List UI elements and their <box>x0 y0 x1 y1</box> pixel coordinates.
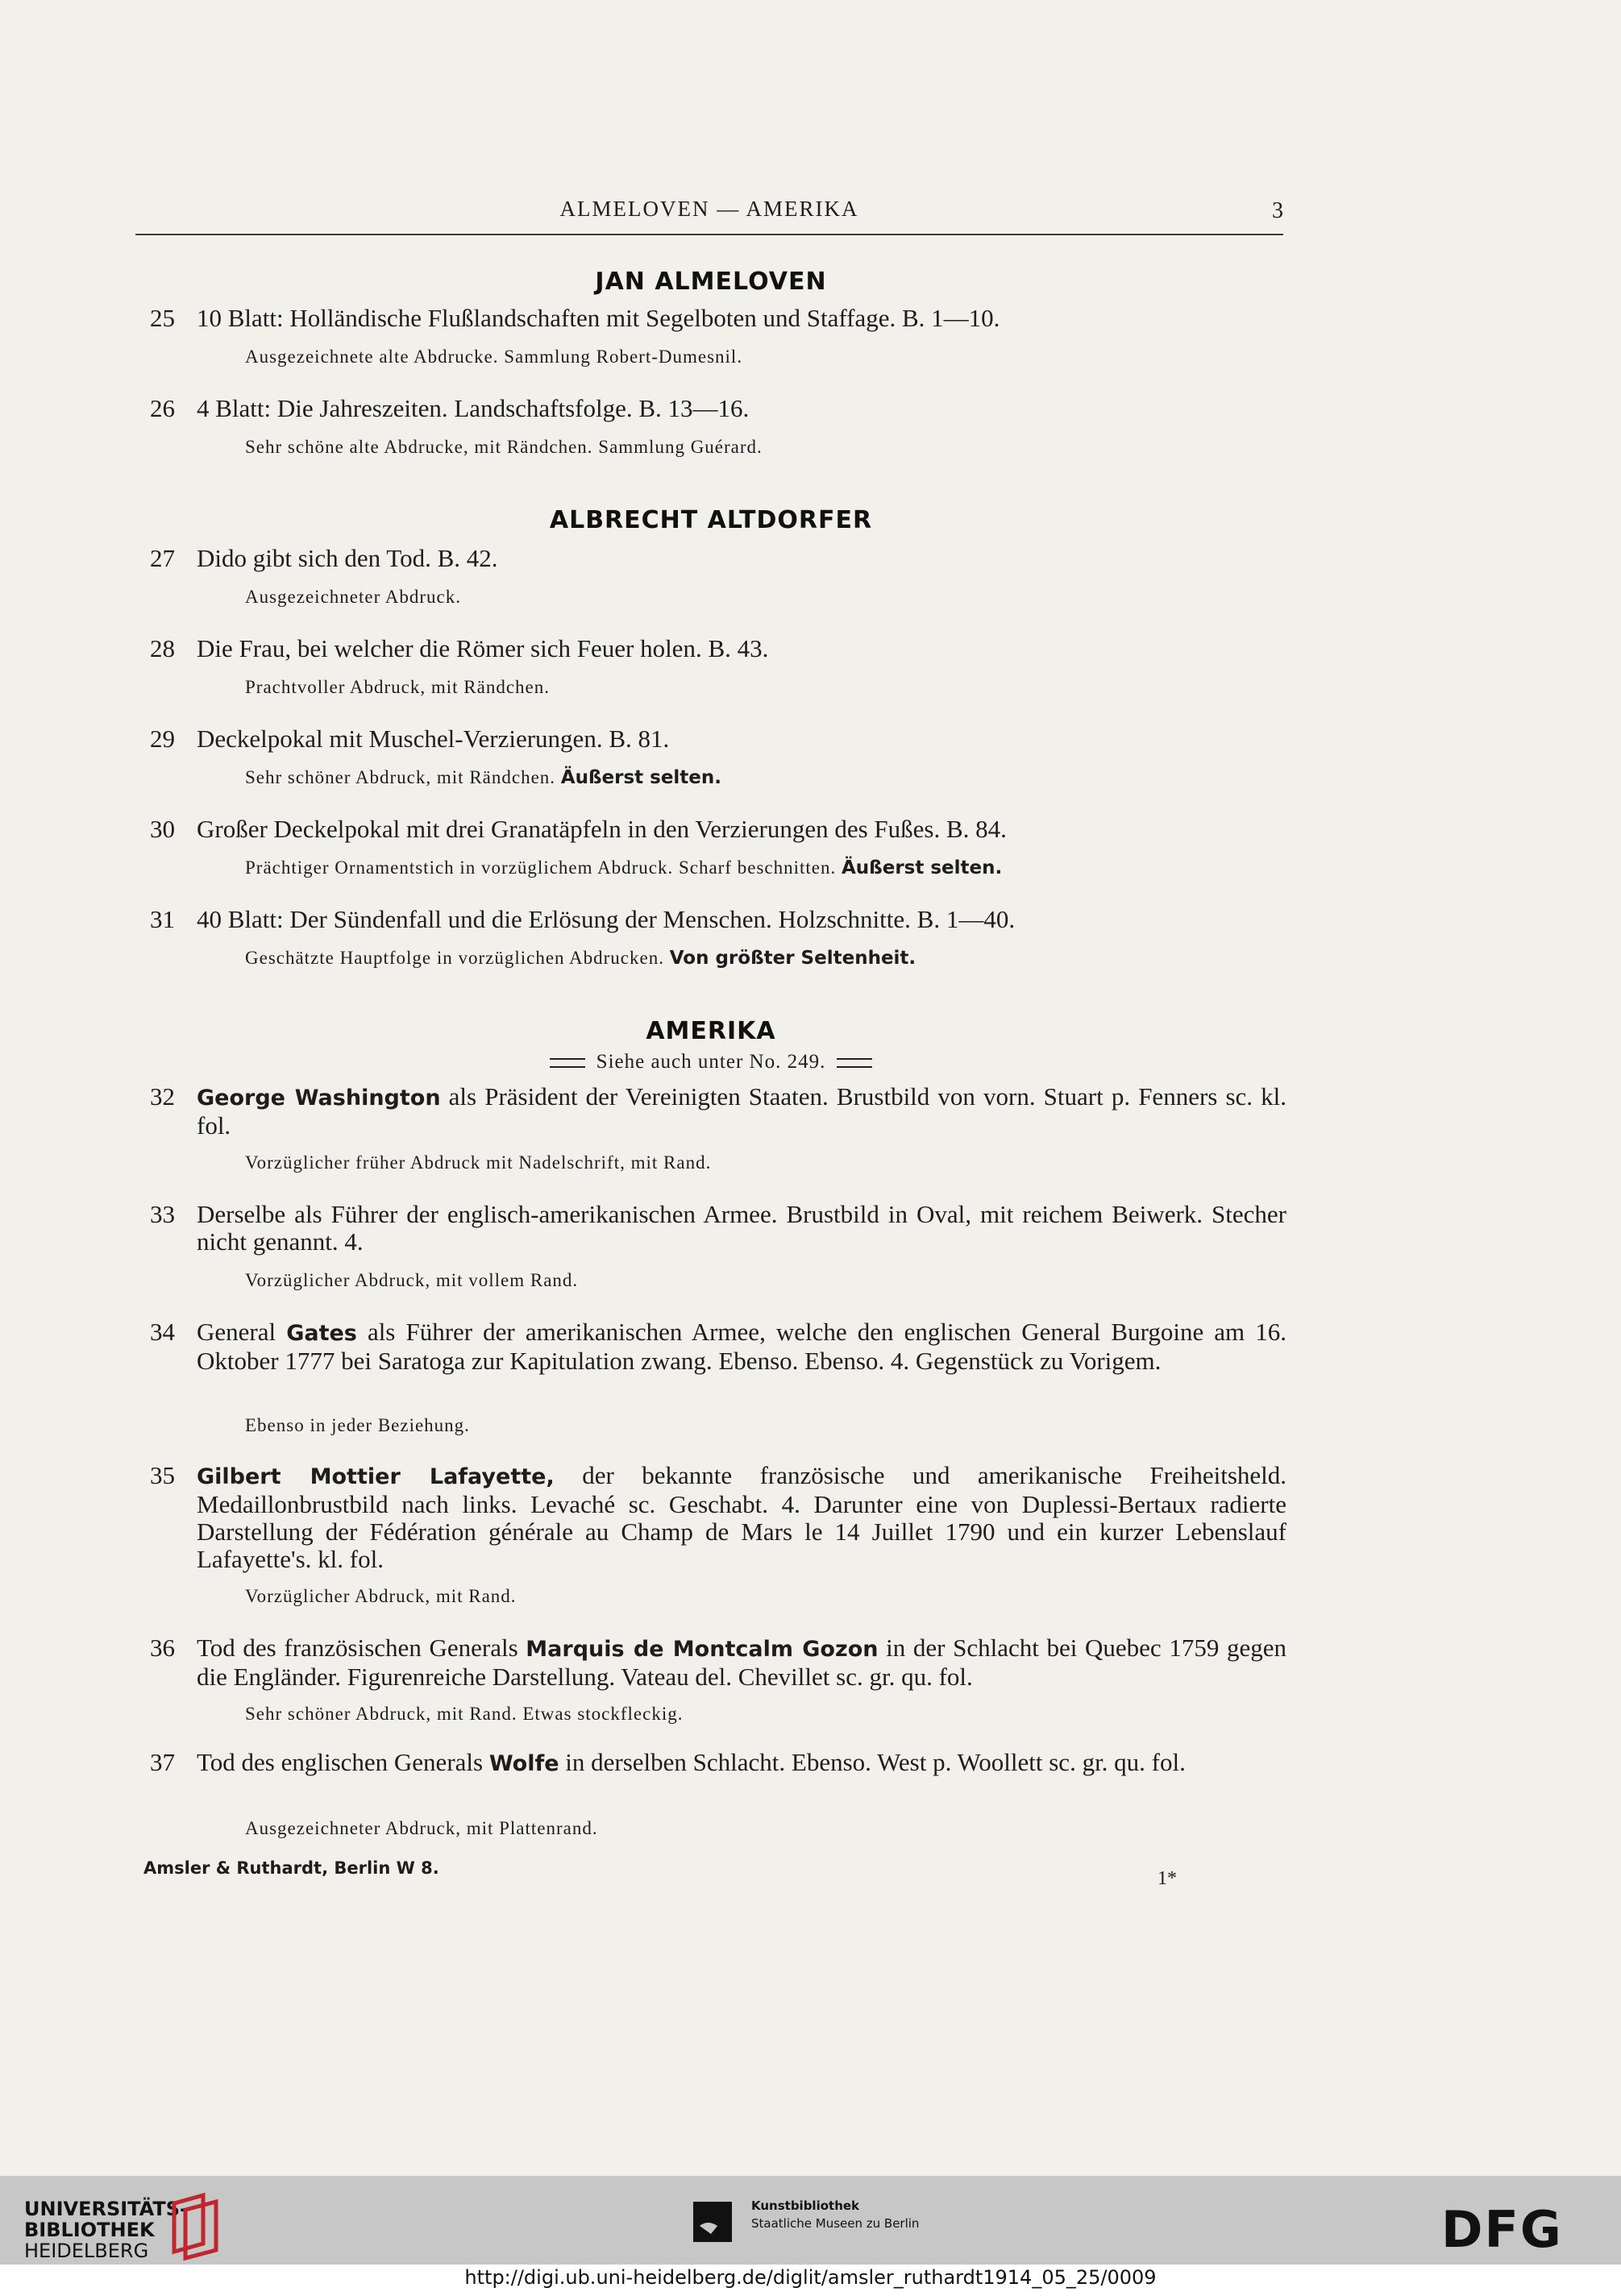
entry-text: Derselbe als Führer der englisch-amerikanischen Armee. Brustbild in Oval, mit reichem Beiwerk. Stecher nicht genannt. 4. <box>197 1200 1286 1256</box>
note-emphasis: Äußerst selten. <box>560 767 722 788</box>
entry-text: 4 Blatt: Die Jahreszeiten. Landschaftsfolge. B. 13—16. <box>197 394 750 422</box>
entry-note: Ausgezeichneter Abdruck. <box>245 587 461 607</box>
entry-name: Wolfe <box>488 1751 559 1776</box>
double-rule <box>837 1058 872 1068</box>
see-also-text: Siehe auch unter No. 249. <box>596 1051 826 1073</box>
entry-name: George Washington <box>197 1086 441 1111</box>
running-title: ALMELOVEN — AMERIKA <box>559 197 859 221</box>
kunstbibliothek-logo[interactable] <box>751 2197 919 2232</box>
entry-text: Dido gibt sich den Tod. B. 42. <box>197 544 498 572</box>
entry-text: Die Frau, bei welcher die Römer sich Feuer holen. B. 43. <box>197 634 769 662</box>
entry-number: 37 <box>150 1748 175 1776</box>
note-emphasis: Äußerst selten. <box>842 857 1003 878</box>
entry-number: 34 <box>150 1318 175 1346</box>
entry-number: 25 <box>150 304 175 332</box>
ub-heidelberg-logo[interactable] <box>24 2198 188 2261</box>
entry-note: Vorzüglicher früher Abdruck mit Nadelschrift, mit Rand. <box>245 1152 712 1173</box>
entry-note: Ausgezeichneter Abdruck, mit Plattenrand. <box>245 1818 598 1838</box>
entry-note: Ausgezeichnete alte Abdrucke. Sammlung Robert-Dumesnil. <box>245 347 743 367</box>
double-rule <box>550 1058 585 1068</box>
entry-text <box>197 1083 1286 1140</box>
entry-text: Großer Deckelpokal mit drei Granatäpfeln in den Verzierungen des Fußes. B. 84. <box>197 815 1007 843</box>
entry-body: der bekannte französische und amerikanische Freiheitsheld. Medaillonbrustbild nach links. Levaché sc. Geschabt. 4. Darunter eine von Duplessi-Bertaux radierte Darstellung der Fédération générale au Champ de Mars le 14 Juillet 1790 und ein kurzer Lebenslauf Lafayette's. kl. fol. <box>197 1461 1286 1573</box>
entry-number: 27 <box>150 544 175 572</box>
dfg-logo[interactable]: DFG <box>1441 2200 1563 2259</box>
section-heading: ALBRECHT ALTDORFER <box>549 506 873 534</box>
page-number: 3 <box>1272 198 1283 223</box>
entry-note: Vorzüglicher Abdruck, mit vollem Rand. <box>245 1270 579 1290</box>
entry-name: Gilbert Mottier Lafayette, <box>197 1464 555 1489</box>
entry-body: in derselben Schlacht. Ebenso. West p. Woollett sc. gr. qu. fol. <box>565 1748 1186 1776</box>
entry-number: 36 <box>150 1634 175 1662</box>
ub-logo-line2: BIBLIOTHEK <box>24 2219 155 2241</box>
entry-note: Prachtvoller Abdruck, mit Rändchen. <box>245 677 551 697</box>
entry-text <box>197 1749 1286 1778</box>
entry-number: 29 <box>150 725 175 753</box>
permalink-url[interactable]: http://digi.ub.uni-heidelberg.de/diglit/amsler_ruthardt1914_05_25/0009 <box>464 2266 1157 2289</box>
kb-line2: Staatliche Museen zu Berlin <box>751 2216 920 2231</box>
ub-book-icon <box>168 2192 229 2261</box>
entry-note <box>245 856 1002 880</box>
section-heading: JAN ALMELOVEN <box>595 268 827 296</box>
note-text: Prächtiger Ornamentstich in vorzüglichem Abdruck. Scharf beschnitten. <box>245 857 837 878</box>
entry-text: 40 Blatt: Der Sündenfall und die Erlösung der Menschen. Holzschnitte. B. 1—40. <box>197 905 1016 933</box>
entry-number: 31 <box>150 905 175 933</box>
note-text: Geschätzte Hauptfolge in vorzüglichen Abdrucken. <box>245 948 664 968</box>
entry-text: 10 Blatt: Holländische Flußlandschaften mit Segelboten und Staffage. B. 1—10. <box>197 304 1000 332</box>
entry-note: Sehr schöne alte Abdrucke, mit Rändchen. Sammlung Guérard. <box>245 437 763 457</box>
entry-body: in der Schlacht bei Quebec 1759 gegen die Engländer. Figurenreiche Darstellung. Vateau del. Chevillet sc. gr. qu. fol. <box>197 1634 1287 1691</box>
entry-name: Marquis de Montcalm Gozon <box>526 1637 879 1662</box>
see-also-line <box>135 1051 1286 1073</box>
entry-body: als Führer der amerikanischen Armee, welche den englischen General Burgoine am 16. Oktober 1777 bei Saratoga zur Kapitulation zwang. Ebenso. Ebenso. 4. Gegenstück zu Vorigem. <box>197 1318 1286 1375</box>
note-emphasis: Von größter Seltenheit. <box>669 948 916 969</box>
entry-text: Deckelpokal mit Muschel-Verzierungen. B. 81. <box>197 725 670 753</box>
entry-number: 28 <box>150 634 175 662</box>
publisher-imprint: Amsler & Ruthardt, Berlin W 8. <box>143 1858 439 1878</box>
entry-note: Ebenso in jeder Beziehung. <box>245 1415 470 1435</box>
entry-number: 30 <box>150 815 175 843</box>
entry-note: Sehr schöner Abdruck, mit Rand. Etwas stockfleckig. <box>245 1704 684 1724</box>
note-text: Sehr schöner Abdruck, mit Rändchen. <box>245 767 556 787</box>
ub-logo-line1: UNIVERSITÄTS- <box>24 2198 189 2220</box>
kunstbibliothek-icon <box>693 2202 732 2242</box>
entry-name: Gates <box>286 1321 357 1346</box>
entry-prefix: Tod des französischen Generals <box>197 1634 518 1662</box>
entry-text <box>197 1462 1286 1573</box>
sheet-signature: 1* <box>1158 1868 1177 1889</box>
entry-note: Vorzüglicher Abdruck, mit Rand. <box>245 1586 517 1606</box>
entry-number: 32 <box>150 1082 175 1111</box>
entry-text <box>197 1318 1286 1375</box>
entry-number: 26 <box>150 394 175 422</box>
kb-line1: Kunstbibliothek <box>751 2198 860 2213</box>
entry-body: als Präsident der Vereinigten Staaten. Brustbild von vorn. Stuart p. Fenners sc. kl. fol. <box>197 1082 1286 1140</box>
entry-note <box>245 766 721 790</box>
section-heading: AMERIKA <box>646 1017 776 1045</box>
entry-prefix: Tod des englischen Generals <box>197 1748 484 1776</box>
entry-text <box>197 1634 1286 1691</box>
ub-logo-line3: HEIDELBERG <box>24 2240 149 2262</box>
digitization-banner <box>0 2176 1621 2265</box>
entry-note <box>245 946 916 970</box>
entry-number: 33 <box>150 1200 175 1228</box>
entry-number: 35 <box>150 1461 175 1489</box>
entry-prefix: General <box>197 1318 276 1346</box>
